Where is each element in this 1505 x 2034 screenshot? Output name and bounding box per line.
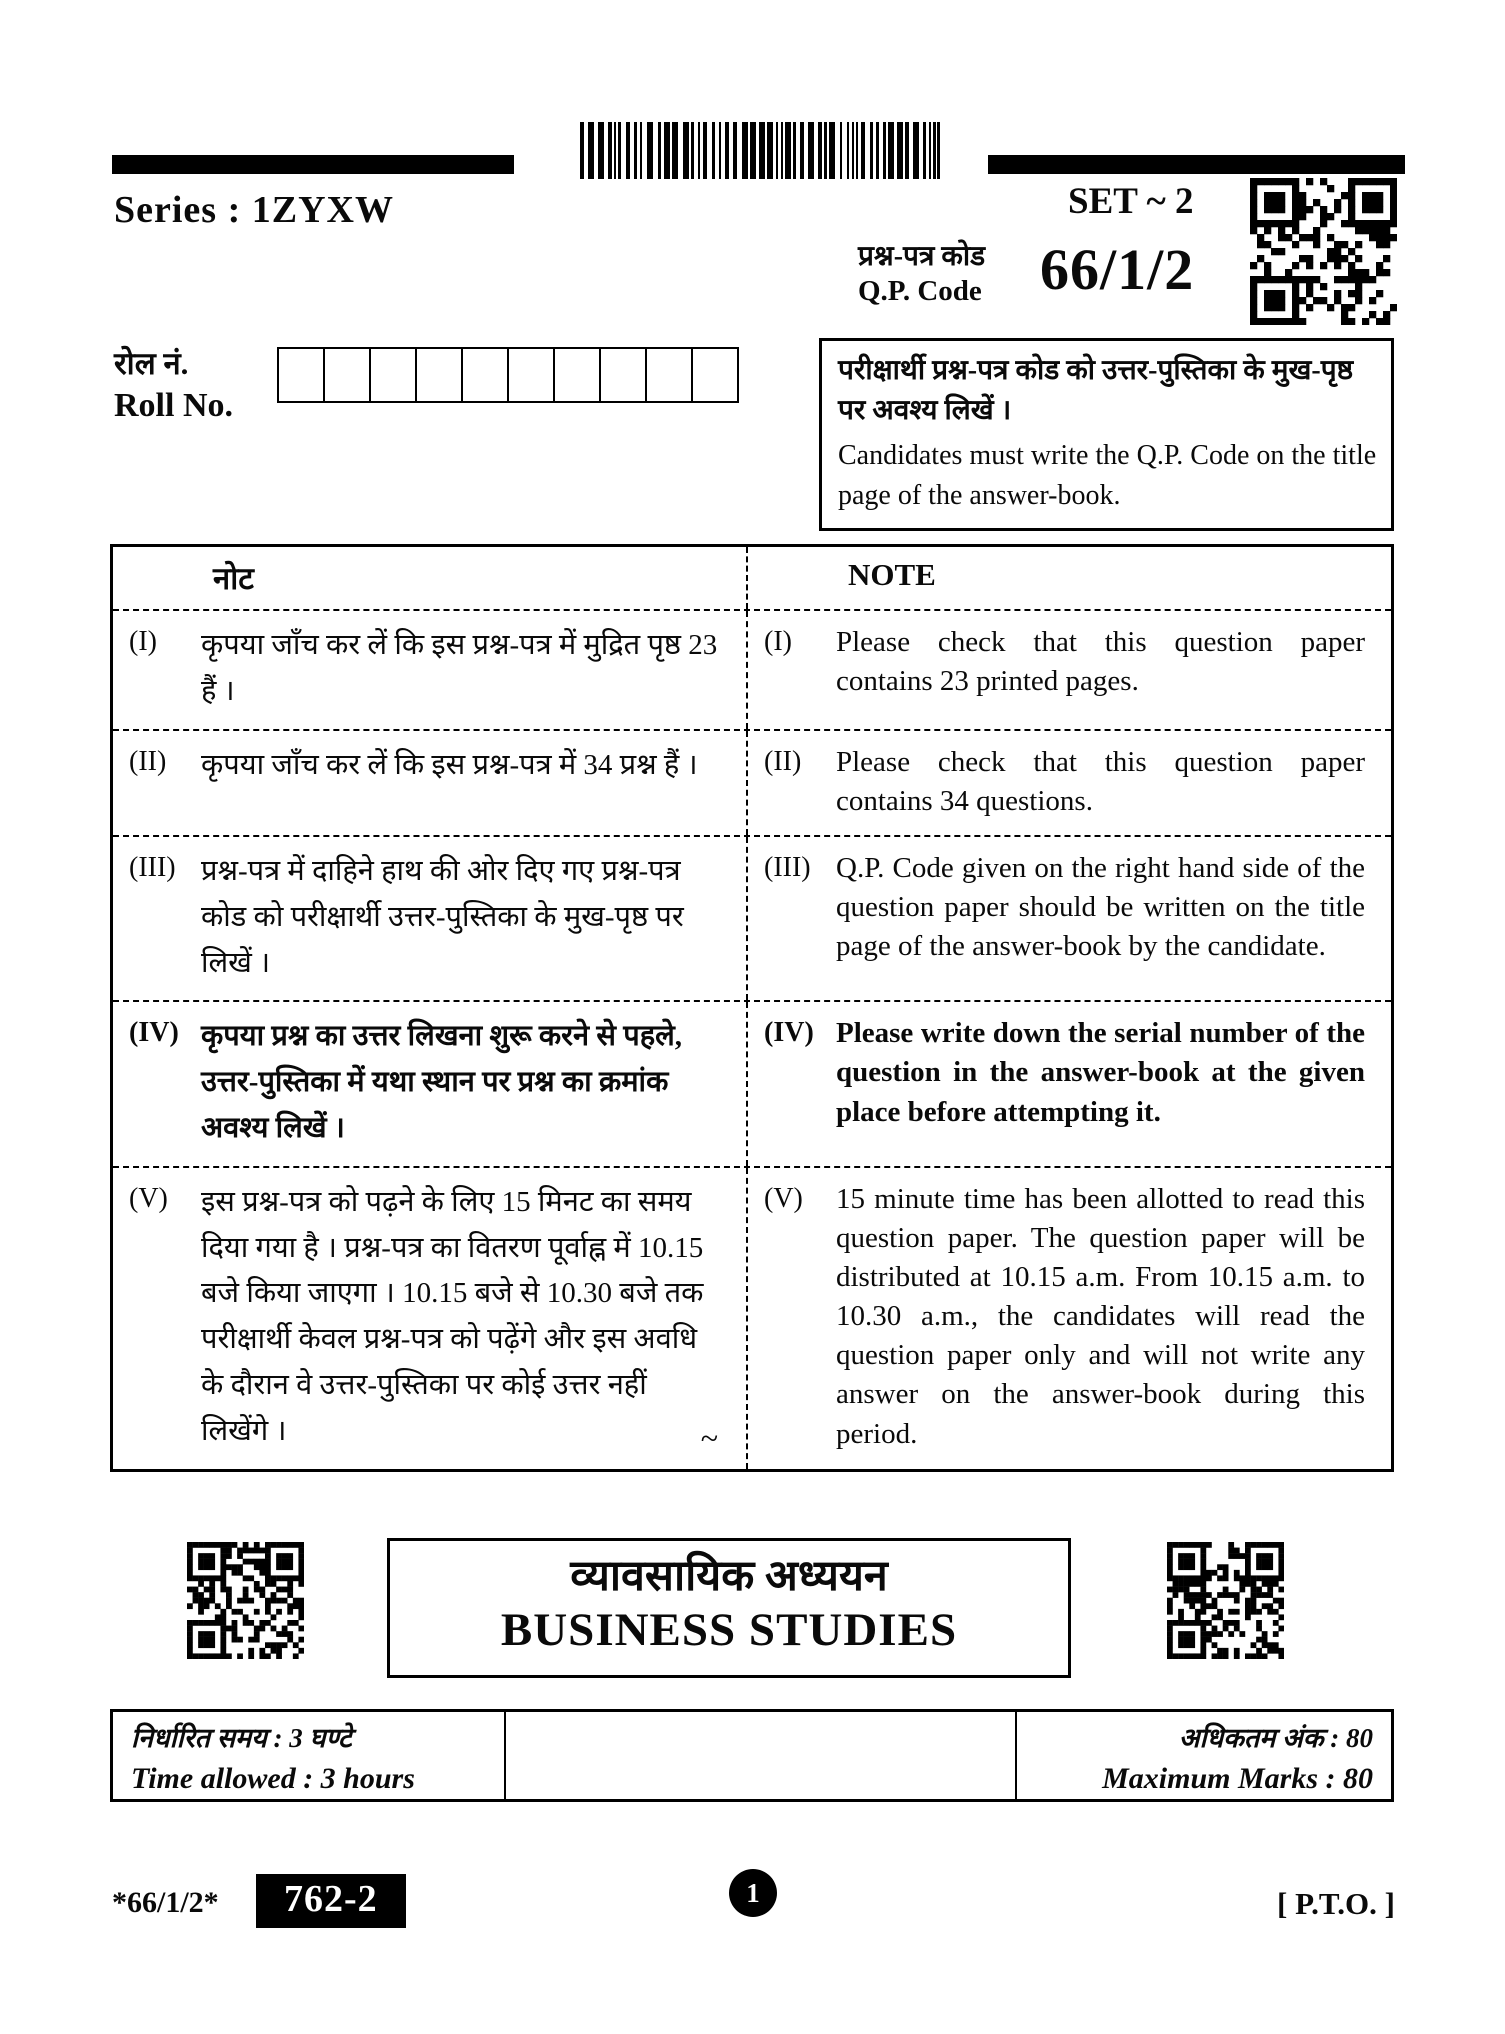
note-1-hindi: कृपया जाँच कर लें कि इस प्रश्न-पत्र में मुद्रित पृष्ठ 23 हैं ।: [201, 629, 718, 707]
right-rule-bar: [988, 155, 1405, 174]
note-5-english: 15 minute time has been allotted to read this question paper. The question paper will be distributed at 10.15 a.m. From 10.15 a.m. to 10.30 a.m., the candidates will read the question paper only and will not write any answer on the answer-book during this period.: [836, 1182, 1365, 1450]
note-4-number: (IV): [129, 1017, 179, 1049]
note-3-english: Q.P. Code given on the right hand side of the question paper should be written on the title page of the answer-book by the candidate.: [836, 851, 1365, 963]
note-row-1: [113, 609, 1391, 729]
note-3-number-en: (III): [764, 851, 811, 883]
roll-number-box: [277, 347, 325, 403]
qp-code-label: [858, 240, 985, 310]
note-2-number: (II): [129, 745, 167, 777]
time-allowed-english: Time allowed : 3 hours: [131, 1761, 415, 1795]
roll-number-box: [691, 347, 739, 403]
page-number-badge: 1: [729, 1869, 777, 1917]
qp-code-label-hindi: प्रश्न-पत्र कोड: [858, 241, 986, 272]
qp-code-value: 66/1/2: [1040, 237, 1195, 302]
subject-title-english: BUSINESS STUDIES: [500, 1603, 958, 1656]
roll-number-box: [645, 347, 693, 403]
note-4-hindi: कृपया प्रश्न का उत्तर लिखना शुरू करने से पहले, उत्तर-पुस्तिका में यथा स्थान पर प्रश्न का क्रमांक अवश्य लिखें ।: [201, 1020, 683, 1144]
roll-number-box: [369, 347, 417, 403]
roll-number-label-english: Roll No.: [114, 387, 233, 425]
note-1-number: (I): [129, 626, 157, 657]
footer-paper-code: *66/1/2*: [112, 1886, 219, 1919]
qp-code-instruction-box: [819, 338, 1394, 531]
subject-title-box: [387, 1538, 1071, 1678]
roll-number-box: [599, 347, 647, 403]
maximum-marks-hindi: अधिकतम अंक : 80: [1178, 1723, 1373, 1753]
note-2-hindi: कृपया जाँच कर लें कि इस प्रश्न-पत्र में 34 प्रश्न हैं ।: [201, 748, 698, 781]
note-2-english: Please check that this question paper contains 34 questions.: [836, 745, 1365, 817]
time-allowed-cell: [113, 1712, 506, 1799]
qr-code-bottom-left-icon: [187, 1542, 304, 1659]
note-row-5: [113, 1166, 1391, 1469]
roll-number-label-hindi: रोल नं.: [114, 346, 189, 381]
set-label: SET ~ 2: [1068, 181, 1194, 222]
note-5-number-en: (V): [764, 1182, 803, 1214]
note-table-header-row: [113, 547, 1391, 609]
note-1-english: Please check that this question paper contains 23 printed pages.: [836, 626, 1365, 698]
qp-code-instruction-english: Candidates must write the Q.P. Code on the title page of the answer-book.: [838, 439, 1377, 511]
note-header-english: NOTE: [746, 547, 1391, 609]
maximum-marks-english: Maximum Marks : 80: [1102, 1761, 1373, 1795]
time-box-spacer: [506, 1712, 1017, 1799]
footer-print-code-badge: 762-2: [256, 1874, 406, 1928]
note-row-4: [113, 1000, 1391, 1165]
pto-label: [ P.T.O. ]: [1277, 1886, 1395, 1921]
note-4-number-en: (IV): [764, 1017, 814, 1049]
time-allowed-hindi: निर्धारित समय : 3 घण्टे: [131, 1723, 352, 1753]
qp-code-instruction-hindi: परीक्षार्थी प्रश्न-पत्र कोड को उत्तर-पुस्तिका के मुख-पृष्ठ पर अवश्य लिखें ।: [838, 355, 1354, 427]
left-rule-bar: [112, 155, 514, 174]
roll-number-box: [323, 347, 371, 403]
roll-number-boxes: [277, 347, 739, 403]
roll-number-box: [553, 347, 601, 403]
note-3-number: (III): [129, 851, 176, 883]
note-table: [110, 544, 1394, 1472]
qr-code-top-right-icon: [1250, 178, 1397, 325]
roll-number-box: [507, 347, 555, 403]
note-5-number: (V): [129, 1182, 168, 1214]
maximum-marks-cell: [1017, 1712, 1391, 1799]
note-1-number-en: (I): [764, 626, 792, 657]
roll-number-label: [114, 344, 233, 428]
time-marks-box: [110, 1709, 1394, 1802]
roll-number-box: [461, 347, 509, 403]
note-row-3: [113, 835, 1391, 1000]
qr-code-bottom-right-icon: [1167, 1542, 1284, 1659]
qp-code-label-english: Q.P. Code: [858, 275, 982, 308]
note-2-number-en: (II): [764, 745, 802, 777]
note-4-english: Please write down the serial number of the question in the answer-book at the given place before attempting it.: [836, 1017, 1365, 1128]
subject-title-hindi: व्यावसायिक अध्ययन: [570, 1553, 888, 1600]
tilde-mark: ~: [700, 1419, 718, 1456]
note-5-hindi: इस प्रश्न-पत्र को पढ़ने के लिए 15 मिनट का समय दिया गया है । प्रश्न-पत्र का वितरण पूर्वाह्न में 10.15 बजे किया जाएगा । 10.15 बजे से 10.30 बजे तक परीक्षार्थी केवल प्रश्न-पत्र को पढ़ेंगे और इस अवधि के दौरान वे उत्तर-पुस्तिका पर कोई उत्तर नहीं लिखेंगे ।: [201, 1185, 704, 1447]
note-header-hindi: नोट: [213, 561, 254, 596]
note-row-2: [113, 729, 1391, 835]
roll-number-box: [415, 347, 463, 403]
note-3-hindi: प्रश्न-पत्र में दाहिने हाथ की ओर दिए गए प्रश्न-पत्र कोड को परीक्षार्थी उत्तर-पुस्तिका के मुख-पृष्ठ पर लिखें ।: [201, 854, 684, 979]
barcode-icon: [580, 122, 940, 179]
series-label: Series : 1ZYXW: [114, 189, 394, 231]
top-bar-row: [112, 122, 1405, 182]
